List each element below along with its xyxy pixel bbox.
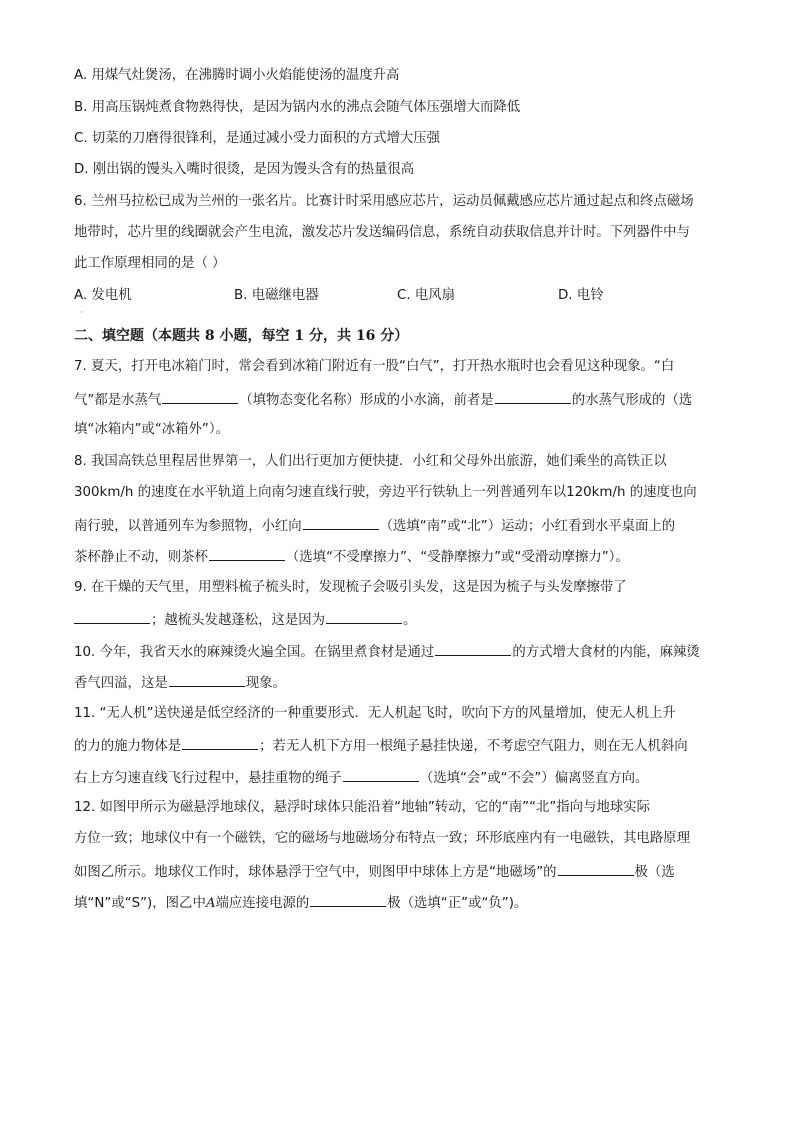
q11-line-1: 11. “无人机”送快递是低空经济的一种重要形式．无人机起飞时，吹向下方的风量增加，使无人机上升 <box>74 706 676 721</box>
answer-blank[interactable] <box>209 546 285 561</box>
q12-line-2: 方位一致；地球仪中有一个磁铁，它的磁场与地磁场分布特点一致；环形底座内有一电磁铁，其电路原理 <box>74 831 690 846</box>
q7-line-3: 填“冰箱内”或“冰箱外”）。 <box>74 422 229 437</box>
q6-option-d: D. 电铃 <box>558 288 604 303</box>
answer-blank[interactable] <box>182 735 258 750</box>
answer-blank[interactable] <box>495 389 571 404</box>
q5-option-a: A. 用煤气灶煲汤，在沸腾时调小火焰能使汤的温度升高 <box>74 68 400 83</box>
answer-blank[interactable] <box>343 767 419 782</box>
q6-option-a: A. 发电机 <box>74 288 132 303</box>
q6-line-1: 6. 兰州马拉松已成为兰州的一张名片。比赛计时采用感应芯片，运动员佩戴感应芯片通过起点和终点磁场 <box>74 194 694 209</box>
q7-line-1: 7. 夏天，打开电冰箱门时，常会看到冰箱门附近有一股“白气”，打开热水瓶时也会看见这种现象。“白 <box>74 359 675 374</box>
q12-variable-a: A <box>205 896 216 911</box>
q10-text-d: 现象。 <box>245 676 286 691</box>
q6-line-3: 此工作原理相同的是（ ） <box>74 256 226 271</box>
answer-blank[interactable] <box>326 609 402 624</box>
q10-line-2 <box>74 672 286 694</box>
q5-option-b: B. 用高压锅炖煮食物熟得快，是因为锅内水的沸点会随气体压强增大而降低 <box>74 100 521 115</box>
q10-text-c: 香气四溢，这是 <box>74 676 168 691</box>
q5-option-d: D. 刚出锅的馒头入嘴时很烫，是因为馒头含有的热量很高 <box>74 162 415 177</box>
q8-text-c: 茶杯静止不动，则茶杯 <box>74 550 208 565</box>
q9-text-b: 。 <box>403 613 417 628</box>
q8-line-3 <box>74 515 675 537</box>
answer-blank[interactable] <box>169 672 245 687</box>
q8-line-1: 8. 我国高铁总里程居世界第一，人们出行更加方便快捷．小红和父母外出旅游，她们乘坐的高铁正以 <box>74 454 667 469</box>
q12-text-e: 极（选填“正”或“负”)。 <box>387 896 528 911</box>
q7-text-c: 的水蒸气形成的（选 <box>571 393 693 408</box>
q7-text-b: （填物态变化名称）形成的小水滴，前者是 <box>239 393 494 408</box>
q6-line-2: 地带时，芯片里的线圈就会产生电流，激发芯片发送编码信息，系统自动获取信息并计时。下列器件中与 <box>74 225 690 240</box>
answer-blank[interactable] <box>558 861 634 876</box>
section-2-heading: 二、填空题（本题共 8 小题，每空 1 分，共 16 分） <box>74 328 409 344</box>
q8-line-2: 300km/h 的速度在水平轨道上向南匀速直线行驶，旁边平行铁轨上一列普通列车以120km/h 的速度也向 <box>74 485 697 500</box>
q12-line-1: 12. 如图甲所示为磁悬浮地球仪，悬浮时球体只能沿着“地轴”转动，它的“南”“北”指向与地球实际 <box>74 800 651 815</box>
q11-text-b: ；若无人机下方用一根绳子悬挂快递，不考虑空气阻力，则在无人机斜向 <box>259 739 688 754</box>
answer-blank[interactable] <box>162 389 238 404</box>
q9-line-1: 9. 在干燥的天气里，用塑料梳子梳头时，发现梳子会吸引头发，这是因为梳子与头发摩擦带了 <box>74 580 627 595</box>
q10-line-1 <box>74 641 700 663</box>
q7-text-a: 气”都是水蒸气 <box>74 393 162 408</box>
q11-text-a: 的力的施力物体是 <box>74 739 182 754</box>
stray-dot: · <box>80 308 83 317</box>
q11-text-d: （选填“会”或“不会”）偏离竖直方向。 <box>419 771 649 786</box>
q7-line-2 <box>74 389 692 411</box>
q12-line-3 <box>74 861 675 883</box>
q9-line-2 <box>74 609 416 631</box>
answer-blank[interactable] <box>435 641 511 656</box>
q8-text-a: 南行驶，以普通列车为参照物，小红向 <box>74 519 302 534</box>
q10-text-b: 的方式增大食材的内能，麻辣烫 <box>512 645 700 660</box>
answer-blank[interactable] <box>303 515 379 530</box>
q6-option-c: C. 电风扇 <box>397 288 456 303</box>
q8-text-b: （选填“南”或“北”）运动；小红看到水平桌面上的 <box>379 519 676 534</box>
q10-text-a: 10. 今年，我省天水的麻辣烫火遍全国。在锅里煮食材是通过 <box>74 645 435 660</box>
q11-line-3 <box>74 767 648 789</box>
answer-blank[interactable] <box>74 609 150 624</box>
q11-text-c: 右上方匀速直线飞行过程中，悬挂重物的绳子 <box>74 771 342 786</box>
q11-line-2 <box>74 735 688 757</box>
q9-text-a: ；越梳头发越蓬松，这是因为 <box>151 613 326 628</box>
q12-text-c: 填“N”或“S”)，图乙中 <box>74 896 206 911</box>
q8-text-d: （选填“不受摩擦力”、“受静摩擦力”或“受滑动摩擦力”）。 <box>285 550 629 565</box>
q8-line-4 <box>74 546 629 568</box>
q12-text-a: 如图乙所示。地球仪工作时，球体悬浮于空气中，则图甲中球体上方是“地磁场”的 <box>74 865 557 880</box>
answer-blank[interactable] <box>310 892 386 907</box>
q6-option-b: B. 电磁继电器 <box>234 288 319 303</box>
q12-text-d: 端应连接电源的 <box>215 896 310 911</box>
q5-option-c: C. 切菜的刀磨得很锋利，是通过减小受力面积的方式增大压强 <box>74 131 441 146</box>
q12-text-b: 极（选 <box>634 865 675 880</box>
q12-line-4 <box>74 892 527 914</box>
